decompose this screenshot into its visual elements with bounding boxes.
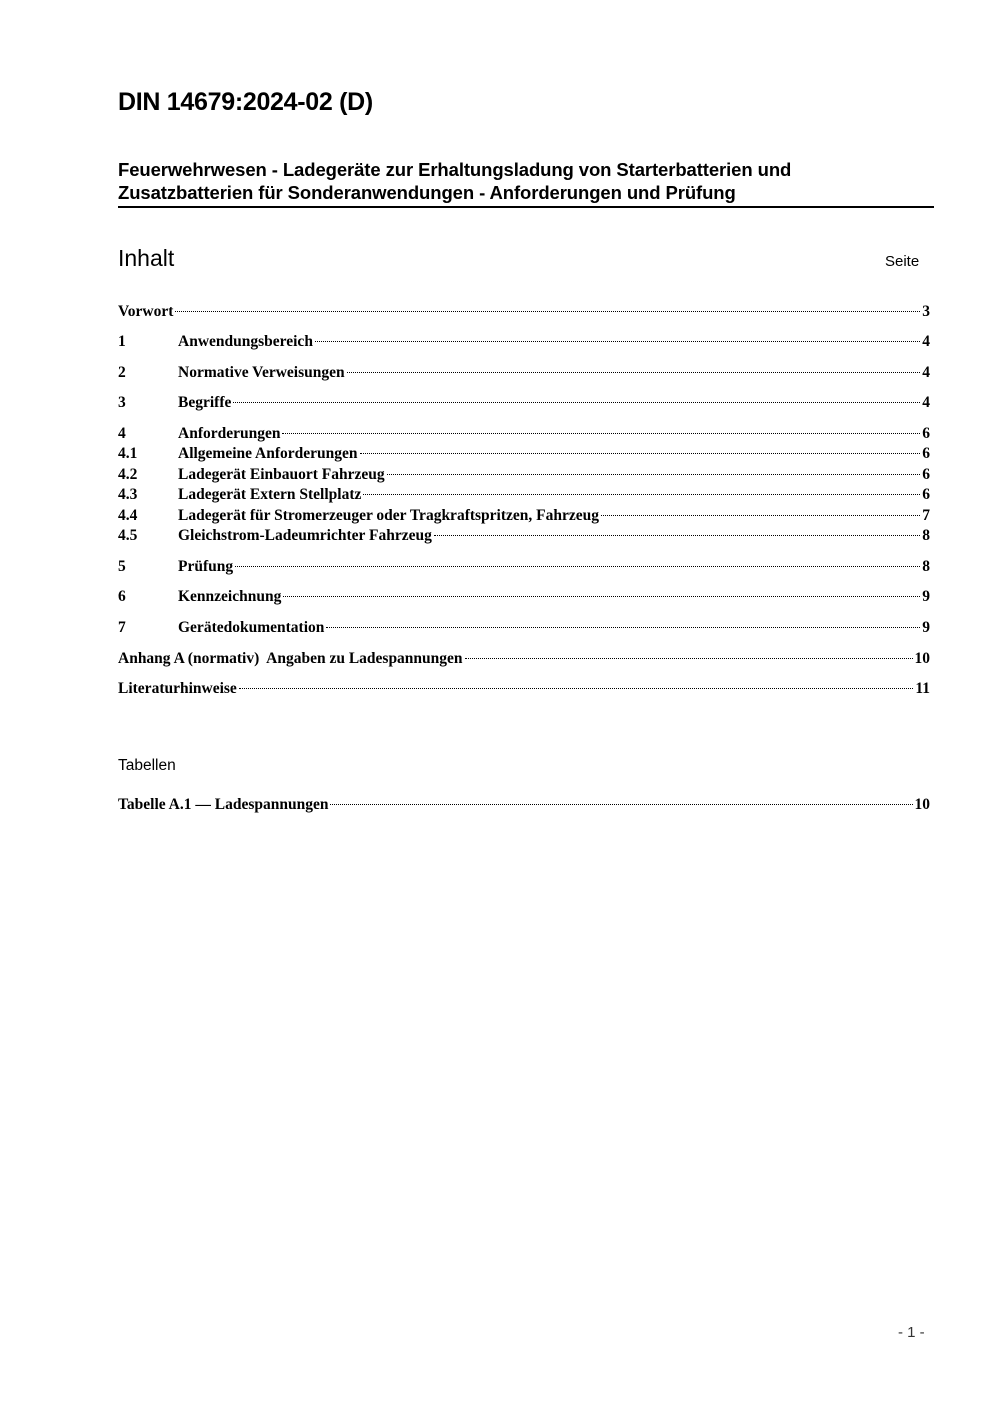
document-id: DIN 14679:2024-02 (D) [118,88,373,116]
toc-entry-page: 8 [922,527,930,544]
toc-entry-text: Kennzeichnung [178,588,282,605]
toc-entry-page: 6 [922,445,930,462]
toc-entry-7[interactable] [118,619,930,639]
table-entry-a1[interactable] [118,796,930,816]
toc-entry-page: 10 [914,650,930,667]
toc-entry-number: 7 [118,619,126,636]
toc-entry-page: 4 [922,394,930,411]
toc-leader-dots [387,474,921,475]
toc-entry-text: Vorwort [118,303,174,320]
toc-entry-2[interactable] [118,364,930,384]
toc-entry-page: 7 [922,507,930,524]
toc-leader-dots [465,658,913,659]
document-title-line-1: Feuerwehrwesen - Ladegeräte zur Erhaltungsladung von Starterbatterien und [118,159,792,180]
toc-entry-1[interactable] [118,333,930,353]
toc-entry-4-3[interactable] [118,486,930,506]
toc-entry-6[interactable] [118,588,930,608]
toc-leader-dots [282,433,920,434]
toc-entry-number: 4.5 [118,527,138,544]
toc-entry-page: 4 [922,364,930,381]
table-entry-page: 10 [914,796,930,813]
toc-entry-text: Allgemeine Anforderungen [178,445,358,462]
toc-entry-4-4[interactable] [118,507,930,527]
toc-entry-text: Prüfung [178,558,234,575]
toc-entry-page: 11 [915,680,930,697]
toc-leader-dots [239,688,914,689]
toc-entry-text: Normative Verweisungen [178,364,345,381]
toc-leader-dots [315,341,920,342]
toc-entry-text: Gerätedokumentation [178,619,325,636]
toc-leader-dots [330,804,912,805]
toc-entry-text: Anhang A (normativ) Angaben zu Ladespannungen [118,650,463,667]
toc-entry-text: Begriffe [178,394,232,411]
toc-entry-number: 4.4 [118,507,138,524]
toc-leader-dots [360,453,921,454]
toc-entry-4-1[interactable] [118,445,930,465]
table-entry-text: Tabelle A.1 — Ladespannungen [118,796,329,813]
toc-entry-5[interactable] [118,558,930,578]
toc-entry-page: 8 [922,558,930,575]
toc-leader-dots [434,535,920,536]
toc-leader-dots [363,494,920,495]
toc-entry-page: 4 [922,333,930,350]
toc-entry-number: 4.1 [118,445,138,462]
toc-entry-text: Literaturhinweise [118,680,237,697]
toc-entry-page: 6 [922,486,930,503]
toc-entry-3[interactable] [118,394,930,414]
toc-entry-page: 9 [922,619,930,636]
toc-entry-text: Ladegerät für Stromerzeuger oder Tragkraftspritzen, Fahrzeug [178,507,599,524]
toc-entry-number: 4.2 [118,466,138,483]
toc-entry-vorwort[interactable] [118,303,930,323]
toc-leader-dots [233,402,920,403]
toc-entry-text: Gleichstrom-Ladeumrichter Fahrzeug [178,527,432,544]
toc-entry-4-5[interactable] [118,527,930,547]
toc-page-label: Seite [885,253,920,270]
toc-leader-dots [235,566,920,567]
toc-leader-dots [326,627,920,628]
toc-entry-text: Ladegerät Einbauort Fahrzeug [178,466,385,483]
toc-leader-dots [601,515,920,516]
toc-entry-number: 6 [118,588,126,605]
toc-leader-dots [175,311,920,312]
toc-entry-text: Anwendungsbereich [178,333,313,350]
toc-leader-dots [347,372,921,373]
toc-entry-4[interactable] [118,425,930,445]
toc-entry-page: 9 [922,588,930,605]
document-title-line-2: Zusatzbatterien für Sonderanwendungen - Anforderungen und Prüfung [118,182,736,203]
toc-entry-number: 4 [118,425,126,442]
toc-entry-literaturhinweise[interactable] [118,680,930,700]
toc-entry-number: 5 [118,558,126,575]
toc-entry-anhang-a[interactable] [118,650,930,670]
toc-entry-number: 4.3 [118,486,138,503]
toc-entry-number: 1 [118,333,126,350]
toc-entry-page: 6 [922,466,930,483]
toc-heading: Inhalt [118,245,175,271]
tables-heading: Tabellen [118,757,176,774]
toc-entry-text: Anforderungen [178,425,281,442]
toc-entry-page: 3 [922,303,930,320]
toc-entry-4-2[interactable] [118,466,930,486]
toc-entry-page: 6 [922,425,930,442]
toc-leader-dots [283,596,920,597]
toc-entry-number: 3 [118,394,126,411]
page-number: - 1 - [898,1324,925,1341]
document-title [118,158,934,208]
toc-entry-number: 2 [118,364,126,381]
toc-entry-text: Ladegerät Extern Stellplatz [178,486,362,503]
